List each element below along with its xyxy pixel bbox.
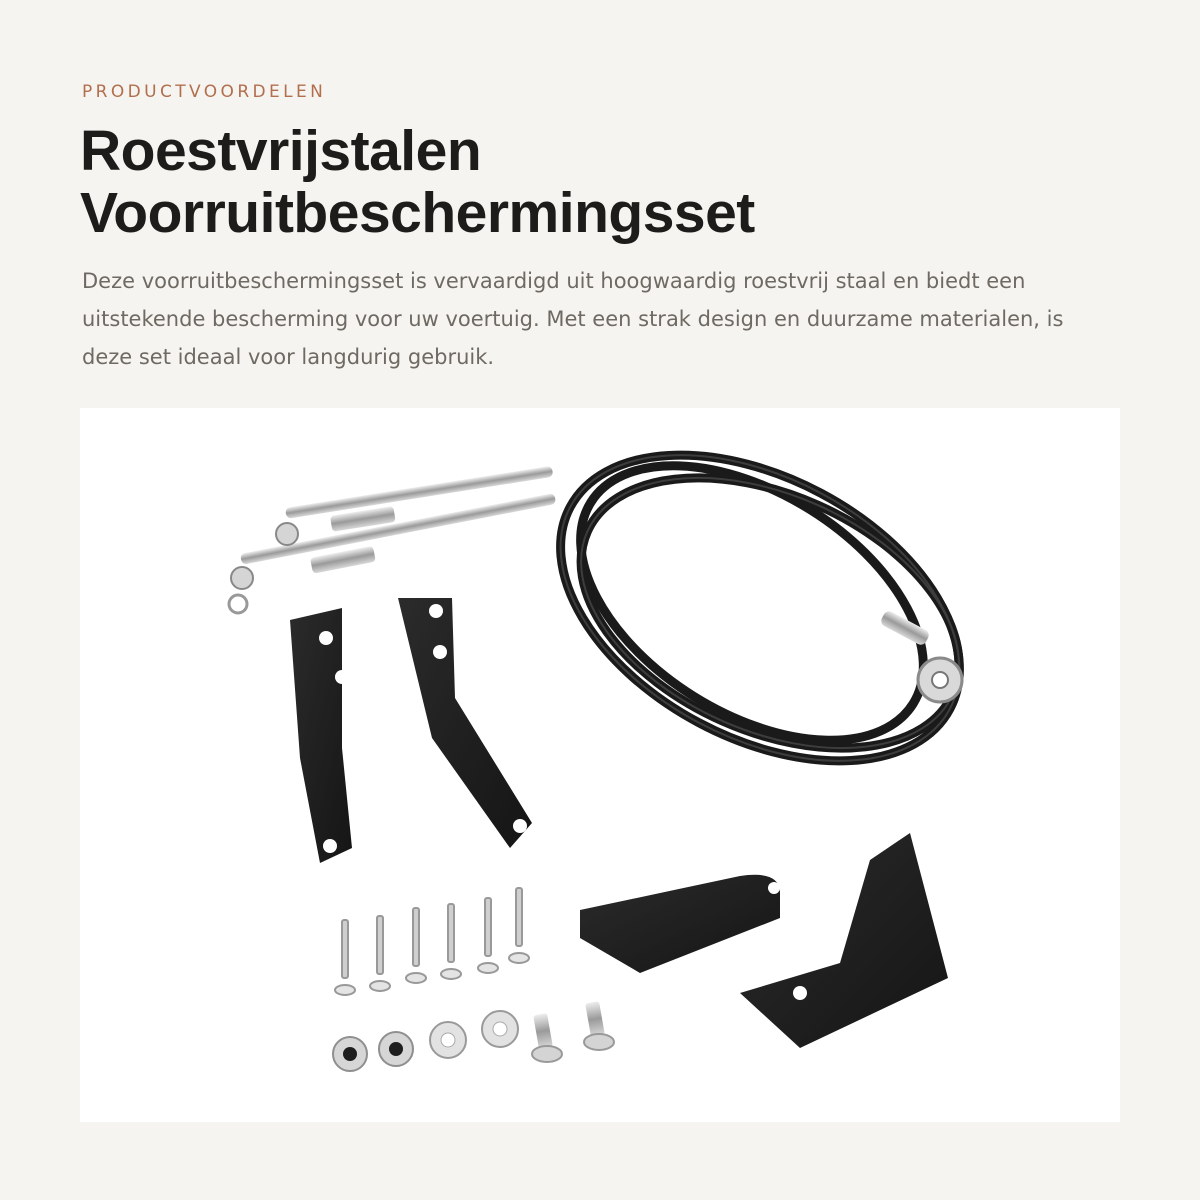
mounting-bracket-right [398, 598, 532, 848]
turnbuckle-rods [229, 466, 556, 613]
page-title: Roestvrijstalen Voorruitbeschermingsset [80, 119, 755, 245]
hardware-fasteners [333, 1001, 614, 1071]
angle-bracket-front [580, 871, 837, 973]
rivets [335, 888, 529, 995]
angle-bracket-rear [740, 833, 948, 1048]
mounting-bracket-left [290, 608, 352, 863]
steel-cable-coil [509, 408, 1011, 824]
windshield-kit-illustration [80, 408, 1120, 1122]
product-image [80, 408, 1120, 1122]
product-description: Deze voorruitbeschermingsset is vervaardigd uit hoogwaardig roestvrij staal en biedt een uitstekende bescherming voor uw voertuig. Met een strak design en duurzame materialen, is deze set ideaal voor langdurig gebruik. [82, 269, 1064, 369]
section-eyebrow: PRODUCTVOORDELEN [82, 82, 327, 102]
